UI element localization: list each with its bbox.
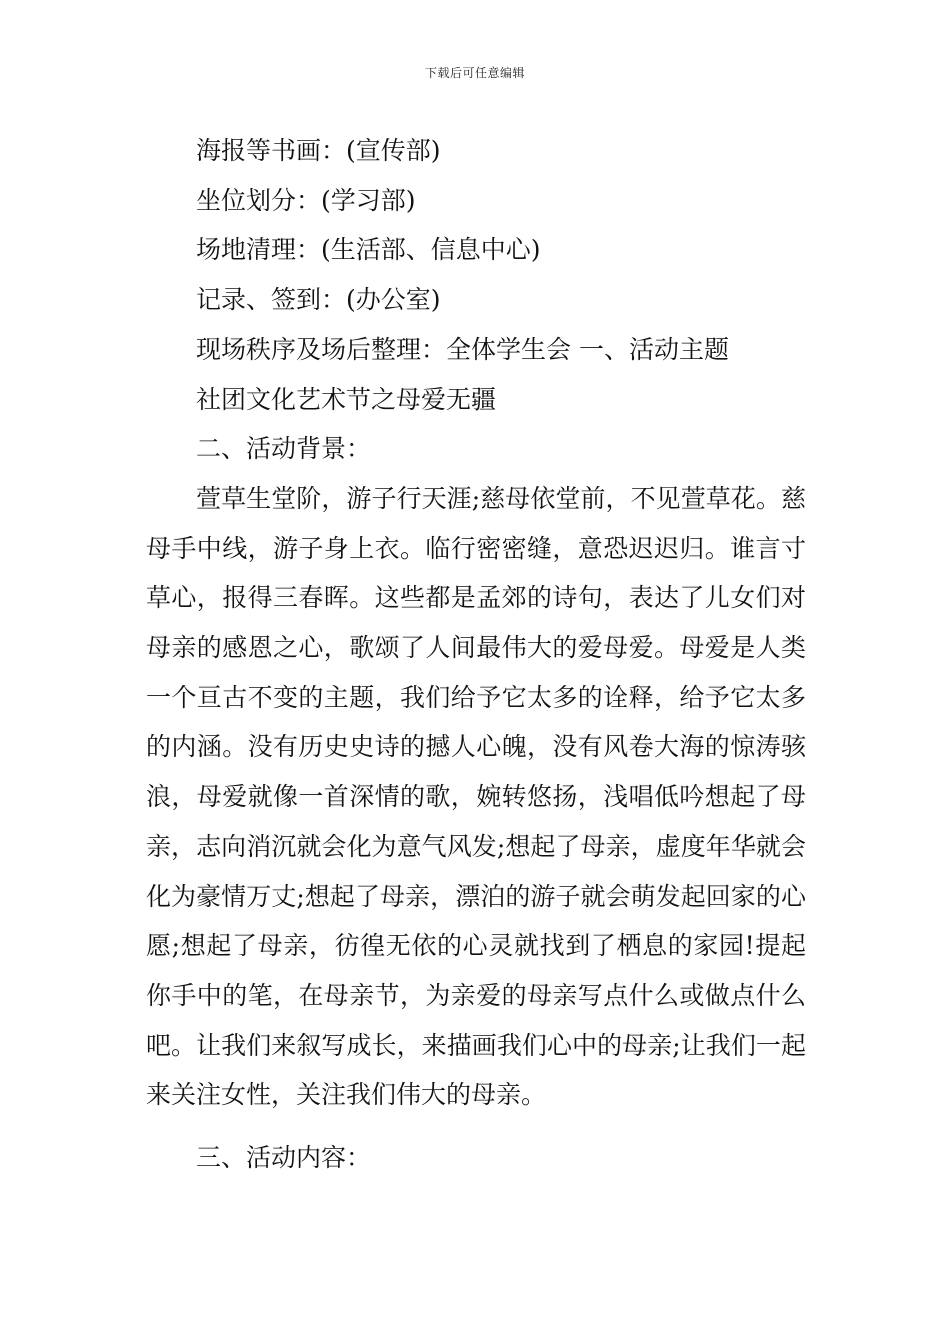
background-paragraph: 萱草生堂阶，游子行天涯;慈母依堂前，不见萱草花。慈母手中线，游子身上衣。临行密密缝，意恐迟迟归。谁言寸草心，报得三春晖。这些都是孟郊的诗句，表达了儿女们对母亲的感恩之心，歌颂了人间最伟大的爱母爱。母爱是人类一个亘古不变的主题，我们给予它太多的诠释，给予它太多的内涵。没有历史史诗的撼人心魄，没有风卷大海的惊涛骇浪，母爱就像一首深情的歌，婉转悠扬，浅唱低吟想起了母亲，志向消沉就会化为意气风发;想起了母亲，虚度年华就会化为豪情万丈;想起了母亲，漂泊的游子就会萌发起回家的心愿;想起了母亲，彷徨无依的心灵就找到了栖息的家园!提起你手中的笔，在母亲节，为亲爱的母亲写点什么或做点什么吧。让我们来叙写成长，来描画我们心中的母亲;让我们一起来关注女性，关注我们伟大的母亲。 (146, 483, 806, 1110)
task-order-and-section1-heading: 现场秩序及场后整理：全体学生会 一、活动主题 (196, 334, 729, 364)
page-header: 下载后可任意编辑 (424, 66, 525, 80)
task-recording-signin: 记录、签到：(办公室) (196, 285, 441, 315)
section-heading-content: 三、活动内容： (196, 1143, 372, 1173)
task-venue-cleaning: 场地清理：(生活部、信息中心) (196, 235, 541, 265)
task-poster: 海报等书画：(宣传部) (196, 136, 441, 165)
task-seating: 坐位划分：(学习部) (196, 185, 416, 215)
activity-theme: 社团文化艺术节之母爱无疆 (196, 384, 497, 414)
section-heading-background: 二、活动背景： (196, 434, 372, 464)
document-body (146, 126, 806, 1183)
